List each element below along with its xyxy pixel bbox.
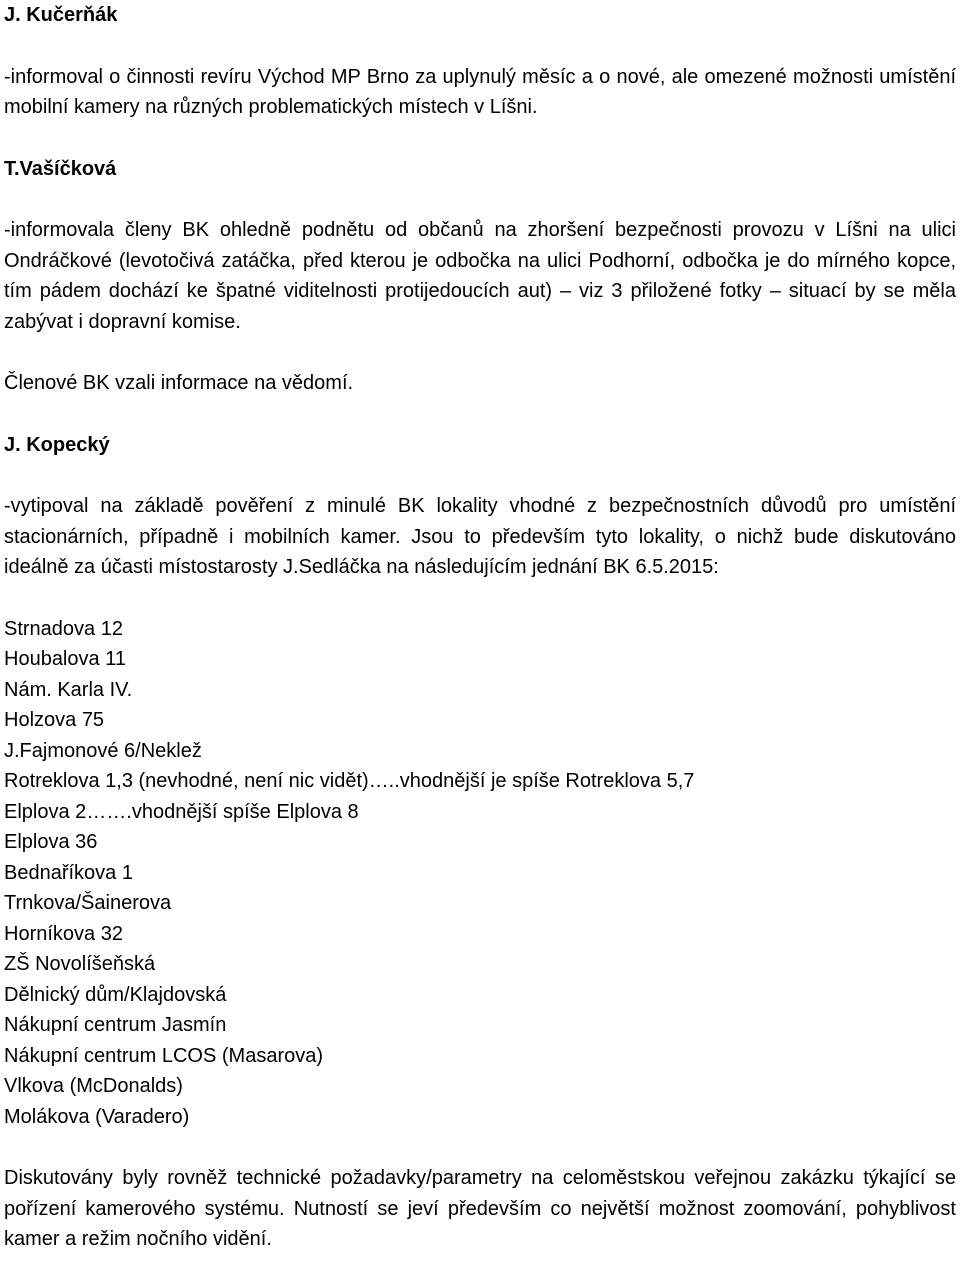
location-item: Dělnický dům/Klajdovská <box>4 983 227 1006</box>
location-item: Nákupní centrum LCOS (Masarova) <box>4 1044 324 1067</box>
paragraph-kucernak: -informoval o činnosti revíru Východ MP Brno za uplynulý měsíc a o nové, ale omezené možnosti umístění mobilní kamery na různých problematických místech v Líšni. <box>4 65 956 118</box>
location-item: J.Fajmonové 6/Neklež <box>4 739 202 762</box>
location-item: Rotreklova 1,3 (nevhodné, není nic vidět)…..vhodnější je spíše Rotreklova 5,7 <box>4 770 695 792</box>
paragraph-closing: Diskutovány byly rovněž technické požadavky/parametry na celoměstskou veřejnou zakázku týkající se pořízení kamerového systému. Nutností se jeví především co největší možnost zoomování, pohyblivost kamer a režim nočního vidění. <box>4 1167 956 1250</box>
location-item: Strnadova 12 <box>4 617 123 640</box>
location-item: Nám. Karla IV. <box>4 678 133 701</box>
location-item: Elplova 2…….vhodnější spíše Elplova 8 <box>4 800 359 823</box>
document-page <box>4 0 956 1255</box>
location-item: ZŠ Novolíšeňská <box>4 953 156 975</box>
location-item: Houbalova 11 <box>4 648 126 670</box>
locations-list <box>4 614 956 1133</box>
location-item: Nákupní centrum Jasmín <box>4 1014 227 1036</box>
location-item: Bednaříkova 1 <box>4 861 133 884</box>
section-heading-kucernak: J. Kučerňák <box>4 4 118 26</box>
location-item: Elplova 36 <box>4 831 98 853</box>
location-item: Vlkova (McDonalds) <box>4 1075 183 1097</box>
section-heading-vasickova: T.Vašíčková <box>4 157 117 180</box>
location-item: Horníkova 32 <box>4 922 123 945</box>
location-item: Trnkova/Šainerova <box>4 892 172 914</box>
note-vasickova: Členové BK vzali informace na vědomí. <box>4 372 354 394</box>
section-heading-kopecky: J. Kopecký <box>4 433 110 456</box>
location-item: Holzova 75 <box>4 709 105 731</box>
paragraph-vasickova: -informovala členy BK ohledně podnětu od občanů na zhoršení bezpečnosti provozu v Líšni na ulici Ondráčkové (levotočivá zatáčka, před kterou je odbočka na ulici Podhorní, odbočka je do mírného kopce, tím pádem dochází ke špatné viditelnosti protijedoucích aut) – viz 3 přiložené fotky – situací by se měla zabývat i dopravní komise. <box>4 219 956 333</box>
paragraph-kopecky: -vytipoval na základě pověření z minulé BK lokality vhodné z bezpečnostních důvodů pro umístění stacionárních, případně i mobilních kamer. Jsou to především tyto lokality, o nichž bude diskutováno ideálně za účasti místostarosty J.Sedláčka na následujícím jednání BK 6.5.2015: <box>4 495 956 578</box>
location-item: Molákova (Varadero) <box>4 1105 190 1128</box>
